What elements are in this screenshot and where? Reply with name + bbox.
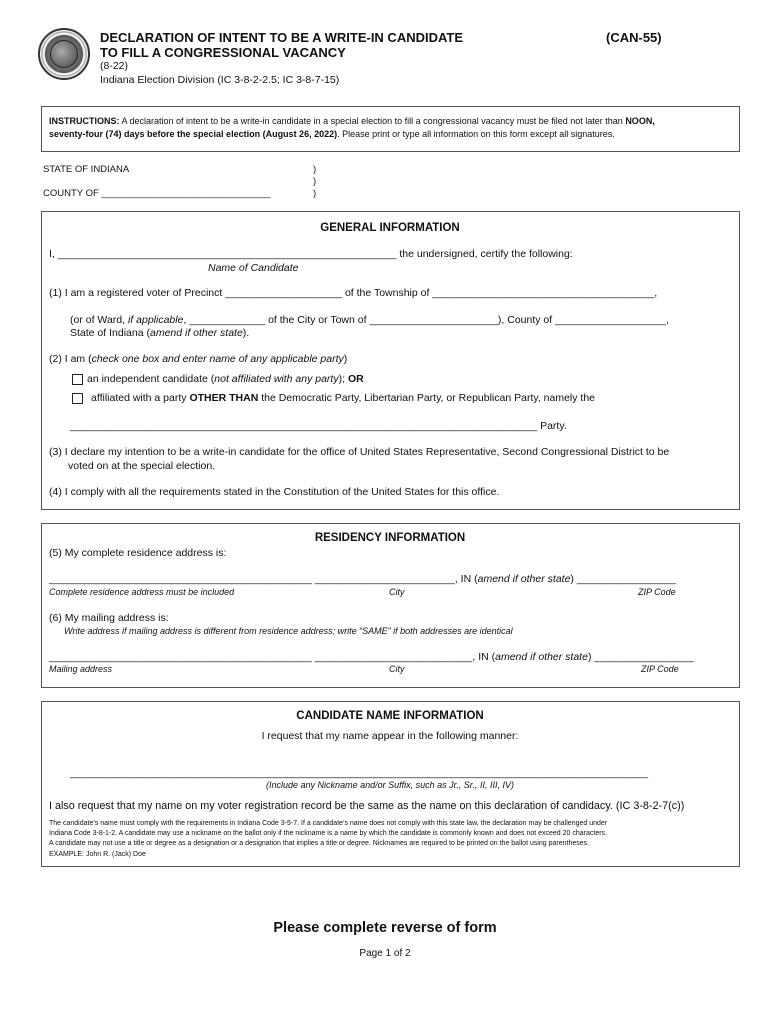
form-title-line2: TO FILL A CONGRESSIONAL VACANCY (100, 45, 346, 60)
ward-city-county-field[interactable]: (or of Ward, if applicable, _____________ of the City or Town of ______________________), County of ___________________, (70, 314, 669, 326)
venue-paren: ) (313, 188, 317, 199)
party-status-prompt: (2) I am (check one box and enter name of any applicable party) (49, 353, 348, 365)
form-title-line1: DECLARATION OF INTENT TO BE A WRITE-IN CANDIDATE (100, 30, 464, 45)
mailing-city-caption: City (389, 664, 405, 674)
mailing-address-note: Write address if mailing address is different from residence address; write “SAME” if both addresses are identical (64, 626, 513, 636)
independent-option-label: an independent candidate (not affiliated with any party); OR (87, 373, 364, 385)
venue-county-field[interactable]: COUNTY OF ________________________________ (43, 188, 271, 199)
instructions-box (41, 106, 740, 152)
state-line: State of Indiana (amend if other state). (70, 327, 250, 339)
residence-zip-caption: ZIP Code (638, 587, 676, 597)
venue-paren: ) (313, 176, 317, 187)
form-revision: (8-22) (100, 60, 129, 72)
mailing-zip-caption: ZIP Code (641, 664, 679, 674)
mailing-address-caption: Mailing address (49, 664, 113, 674)
candidate-name-caption: Name of Candidate (208, 262, 299, 274)
page-number: Page 1 of 2 (359, 948, 411, 959)
complete-reverse-notice: Please complete reverse of form (273, 920, 497, 936)
ballot-name-note: (Include any Nickname and/or Suffix, such as Jr., Sr., II, III, IV) (266, 780, 514, 790)
write-in-declaration-cont: voted on at the special election. (68, 460, 216, 472)
venue-paren: ) (313, 164, 317, 175)
residence-address-prompt: (5) My complete residence address is: (49, 547, 227, 559)
residence-city-caption: City (389, 587, 405, 597)
indiana-seal-icon (38, 28, 90, 80)
constitution-compliance: (4) I comply with all the requirements stated in the Constitution of the United States for this office. (49, 486, 500, 498)
other-party-option-label: affiliated with a party OTHER THAN the Democratic Party, Libertarian Party, or Republican Party, namely the (91, 392, 596, 404)
form-code: (CAN-55) (606, 30, 662, 45)
residence-address-caption: Complete residence address must be included (49, 587, 235, 597)
other-party-checkbox[interactable] (72, 393, 83, 404)
write-in-declaration: (3) I declare my intention to be a write-in candidate for the office of United States Representative, Second Congressional District to be (49, 446, 670, 458)
ballot-name-field[interactable]: ___________________________________________________________________________________________________ (70, 767, 649, 779)
mailing-address-prompt: (6) My mailing address is: (49, 612, 169, 624)
name-request-text: I request that my name appear in the following manner: (261, 730, 519, 742)
independent-checkbox[interactable] (72, 374, 83, 385)
division-citation: Indiana Election Division (IC 3-8-2-2.5; IC 3-8-7-15) (100, 74, 340, 86)
candidate-name-field[interactable]: I, __________________________________________________________ the undersigned, certify the following: (49, 248, 573, 260)
general-information-heading: GENERAL INFORMATION (320, 222, 460, 234)
instructions-text: INSTRUCTIONS: A declaration of intent to be a write-in candidate in a special election to fill a congressional vacancy must be filed not later than NOON, seventy-four (74) days before the special election (August 26, 2022). Please print or type all information on this form except all signatures. (49, 116, 655, 139)
voter-registration-request: I also request that my name on my voter registration record be the same as the name on this declaration of candidacy. (IC 3-8-2-7(c)) (49, 800, 685, 812)
residence-address-field[interactable]: _____________________________________________ ________________________, IN (amend if other state) _________________ (49, 573, 677, 585)
candidate-name-heading: CANDIDATE NAME INFORMATION (296, 710, 484, 722)
name-requirements-fine-print: The candidate’s name must comply with the requirements in Indiana Code 3-5-7. If a candidate’s name does not comply with this state law, the declaration may be challenged under Indiana Code 3-8-1-2. A candidate may use a nickname on the ballot only if the nickname is a name by which the candidate is commonly known and does not exceed 20 characters. A candidate may not use a title or degree as a designation or a designation that implies a title or degree. Nicknames are required to be printed on the ballot using parentheses. EXAMPLE: John R. (Jack) Doe (49, 820, 608, 858)
party-name-field[interactable]: ________________________________________________________________________________ Party. (70, 420, 567, 432)
residency-information-heading: RESIDENCY INFORMATION (314, 532, 466, 544)
venue-state: STATE OF INDIANA (43, 164, 130, 175)
mailing-address-field[interactable]: _____________________________________________ ___________________________, IN (amend if other state) _________________ (49, 651, 694, 663)
precinct-township-field[interactable]: (1) I am a registered voter of Precinct ____________________ of the Township of ______________________________________, (49, 287, 658, 299)
